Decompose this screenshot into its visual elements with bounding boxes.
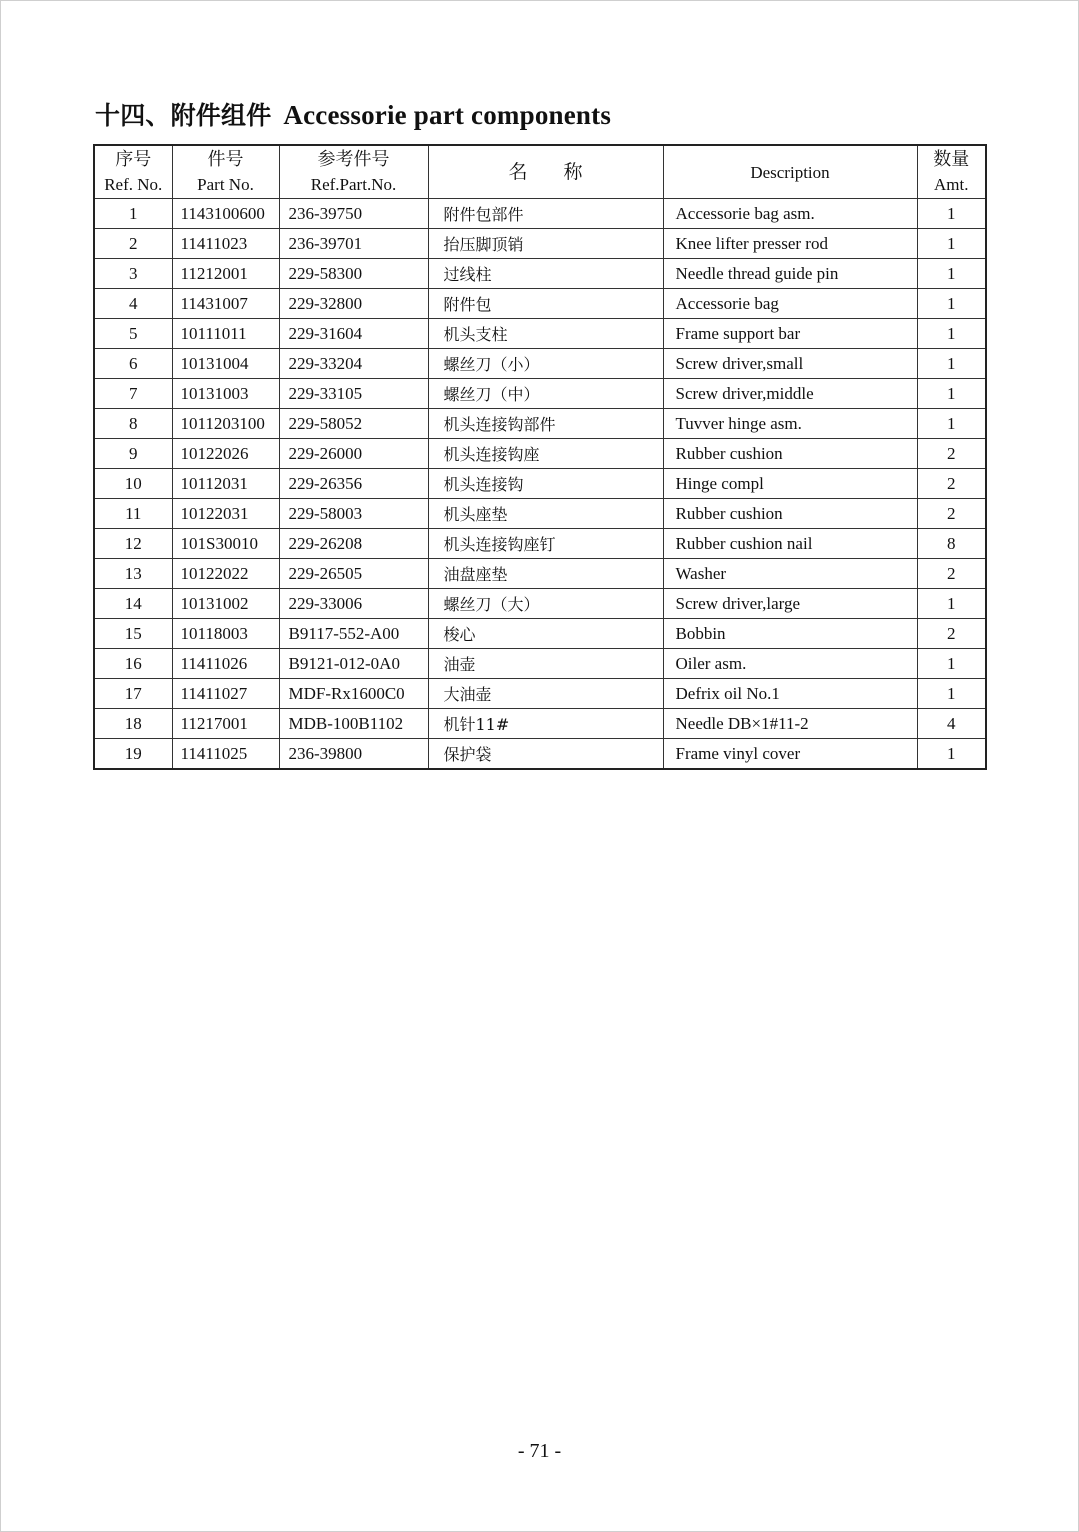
cell-name: 过线柱: [428, 259, 663, 289]
cell-part-no: 10111011: [172, 319, 279, 349]
cell-ref-part-no: 229-33006: [279, 589, 428, 619]
table-row: [94, 379, 986, 409]
cell-ref-no: 12: [94, 529, 172, 559]
cell-part-no: 10112031: [172, 469, 279, 499]
page-title-chinese: 十四、附件组件: [95, 101, 272, 130]
cell-ref-part-no: 229-26000: [279, 439, 428, 469]
cell-name: 螺丝刀（小）: [428, 349, 663, 379]
cell-description: Screw driver,large: [663, 589, 917, 619]
cell-description: Hinge compl: [663, 469, 917, 499]
cell-amount: 1: [917, 589, 986, 619]
cell-ref-part-no: B9121-012-0A0: [279, 649, 428, 679]
cell-amount: 1: [917, 649, 986, 679]
cell-description: Rubber cushion nail: [663, 529, 917, 559]
cell-amount: 2: [917, 469, 986, 499]
cell-ref-no: 1: [94, 199, 172, 229]
parts-table: [93, 144, 987, 770]
cell-ref-part-no: 229-58052: [279, 409, 428, 439]
cell-part-no: 11411023: [172, 229, 279, 259]
cell-part-no: 11411025: [172, 739, 279, 770]
table-row: [94, 229, 986, 259]
cell-ref-part-no: 229-26505: [279, 559, 428, 589]
cell-ref-part-no: 236-39701: [279, 229, 428, 259]
cell-name: 梭心: [428, 619, 663, 649]
cell-name: 螺丝刀（中）: [428, 379, 663, 409]
cell-description: Screw driver,small: [663, 349, 917, 379]
table-header-row: [94, 145, 986, 199]
cell-name: 机头连接钩: [428, 469, 663, 499]
cell-ref-part-no: 229-58003: [279, 499, 428, 529]
cell-amount: 2: [917, 619, 986, 649]
table-row: [94, 739, 986, 770]
cell-ref-part-no: MDF-Rx1600C0: [279, 679, 428, 709]
cell-part-no: 1011203100: [172, 409, 279, 439]
cell-ref-no: 11: [94, 499, 172, 529]
cell-ref-no: 16: [94, 649, 172, 679]
cell-ref-part-no: 229-33105: [279, 379, 428, 409]
header-amount: 数量 Amt.: [917, 145, 986, 199]
cell-amount: 4: [917, 709, 986, 739]
cell-amount: 1: [917, 319, 986, 349]
cell-name: 机头连接钩座: [428, 439, 663, 469]
cell-name: 机头连接钩部件: [428, 409, 663, 439]
cell-name: 机针11#: [428, 709, 663, 739]
cell-part-no: 101S30010: [172, 529, 279, 559]
table-row: [94, 319, 986, 349]
cell-description: Accessorie bag: [663, 289, 917, 319]
cell-ref-no: 5: [94, 319, 172, 349]
page-number: - 71 -: [517, 1440, 562, 1462]
cell-description: Rubber cushion: [663, 439, 917, 469]
table-row: [94, 409, 986, 439]
cell-ref-part-no: 229-33204: [279, 349, 428, 379]
cell-description: Rubber cushion: [663, 499, 917, 529]
cell-ref-no: 14: [94, 589, 172, 619]
cell-name: 抬压脚顶销: [428, 229, 663, 259]
cell-amount: 1: [917, 229, 986, 259]
cell-amount: 1: [917, 679, 986, 709]
cell-description: Bobbin: [663, 619, 917, 649]
table-row: [94, 619, 986, 649]
cell-ref-no: 9: [94, 439, 172, 469]
cell-ref-part-no: 229-31604: [279, 319, 428, 349]
table-row: [94, 649, 986, 679]
cell-name: 机头连接钩座钉: [428, 529, 663, 559]
page-title: [95, 96, 611, 132]
cell-description: Needle DB×1#11-2: [663, 709, 917, 739]
cell-name: 附件包: [428, 289, 663, 319]
cell-name: 机头座垫: [428, 499, 663, 529]
cell-amount: 1: [917, 739, 986, 770]
cell-ref-no: 13: [94, 559, 172, 589]
cell-amount: 1: [917, 349, 986, 379]
cell-ref-part-no: B9117-552-A00: [279, 619, 428, 649]
cell-ref-no: 4: [94, 289, 172, 319]
cell-ref-no: 10: [94, 469, 172, 499]
cell-part-no: 11431007: [172, 289, 279, 319]
cell-description: Accessorie bag asm.: [663, 199, 917, 229]
cell-description: Knee lifter presser rod: [663, 229, 917, 259]
cell-name: 保护袋: [428, 739, 663, 770]
page-title-english: Accessorie part components: [283, 100, 612, 130]
cell-part-no: 11212001: [172, 259, 279, 289]
cell-part-no: 1143100600: [172, 199, 279, 229]
table-row: [94, 349, 986, 379]
cell-description: Frame vinyl cover: [663, 739, 917, 770]
cell-name: 机头支柱: [428, 319, 663, 349]
cell-name: 油盘座垫: [428, 559, 663, 589]
cell-part-no: 10131003: [172, 379, 279, 409]
cell-name: 油壶: [428, 649, 663, 679]
cell-ref-part-no: 229-58300: [279, 259, 428, 289]
cell-description: Tuvver hinge asm.: [663, 409, 917, 439]
header-description: Description: [663, 145, 917, 199]
cell-ref-part-no: 229-26356: [279, 469, 428, 499]
cell-part-no: 10131002: [172, 589, 279, 619]
cell-amount: 1: [917, 259, 986, 289]
cell-part-no: 10122026: [172, 439, 279, 469]
cell-ref-no: 7: [94, 379, 172, 409]
cell-ref-part-no: 236-39750: [279, 199, 428, 229]
cell-part-no: 11217001: [172, 709, 279, 739]
cell-description: Frame support bar: [663, 319, 917, 349]
header-ref-part-no: 参考件号 Ref.Part.No.: [279, 145, 428, 199]
table-row: [94, 199, 986, 229]
cell-ref-no: 17: [94, 679, 172, 709]
cell-amount: 1: [917, 199, 986, 229]
table-row: [94, 559, 986, 589]
cell-ref-no: 3: [94, 259, 172, 289]
cell-name: 附件包部件: [428, 199, 663, 229]
cell-amount: 1: [917, 409, 986, 439]
cell-amount: 2: [917, 559, 986, 589]
cell-ref-part-no: 229-32800: [279, 289, 428, 319]
cell-amount: 2: [917, 499, 986, 529]
table-row: [94, 529, 986, 559]
cell-ref-no: 2: [94, 229, 172, 259]
cell-part-no: 10131004: [172, 349, 279, 379]
cell-description: Oiler asm.: [663, 649, 917, 679]
cell-ref-part-no: 236-39800: [279, 739, 428, 770]
cell-ref-no: 15: [94, 619, 172, 649]
header-part-no: 件号 Part No.: [172, 145, 279, 199]
table-row: [94, 289, 986, 319]
header-name: 名称: [428, 145, 663, 199]
cell-part-no: 11411027: [172, 679, 279, 709]
cell-part-no: 10122022: [172, 559, 279, 589]
cell-part-no: 10118003: [172, 619, 279, 649]
cell-part-no: 10122031: [172, 499, 279, 529]
header-ref-no: 序号 Ref. No.: [94, 145, 172, 199]
cell-ref-no: 8: [94, 409, 172, 439]
table-row: [94, 679, 986, 709]
cell-name: 螺丝刀（大）: [428, 589, 663, 619]
cell-description: Washer: [663, 559, 917, 589]
cell-name: 大油壶: [428, 679, 663, 709]
cell-description: Defrix oil No.1: [663, 679, 917, 709]
table-row: [94, 259, 986, 289]
cell-description: Needle thread guide pin: [663, 259, 917, 289]
cell-ref-part-no: 229-26208: [279, 529, 428, 559]
cell-amount: 2: [917, 439, 986, 469]
cell-ref-no: 6: [94, 349, 172, 379]
cell-ref-part-no: MDB-100B1102: [279, 709, 428, 739]
cell-ref-no: 19: [94, 739, 172, 770]
table-row: [94, 439, 986, 469]
table-row: [94, 469, 986, 499]
cell-ref-no: 18: [94, 709, 172, 739]
table-row: [94, 589, 986, 619]
cell-amount: 1: [917, 379, 986, 409]
cell-amount: 1: [917, 289, 986, 319]
cell-part-no: 11411026: [172, 649, 279, 679]
cell-description: Screw driver,middle: [663, 379, 917, 409]
table-row: [94, 709, 986, 739]
cell-amount: 8: [917, 529, 986, 559]
table-row: [94, 499, 986, 529]
